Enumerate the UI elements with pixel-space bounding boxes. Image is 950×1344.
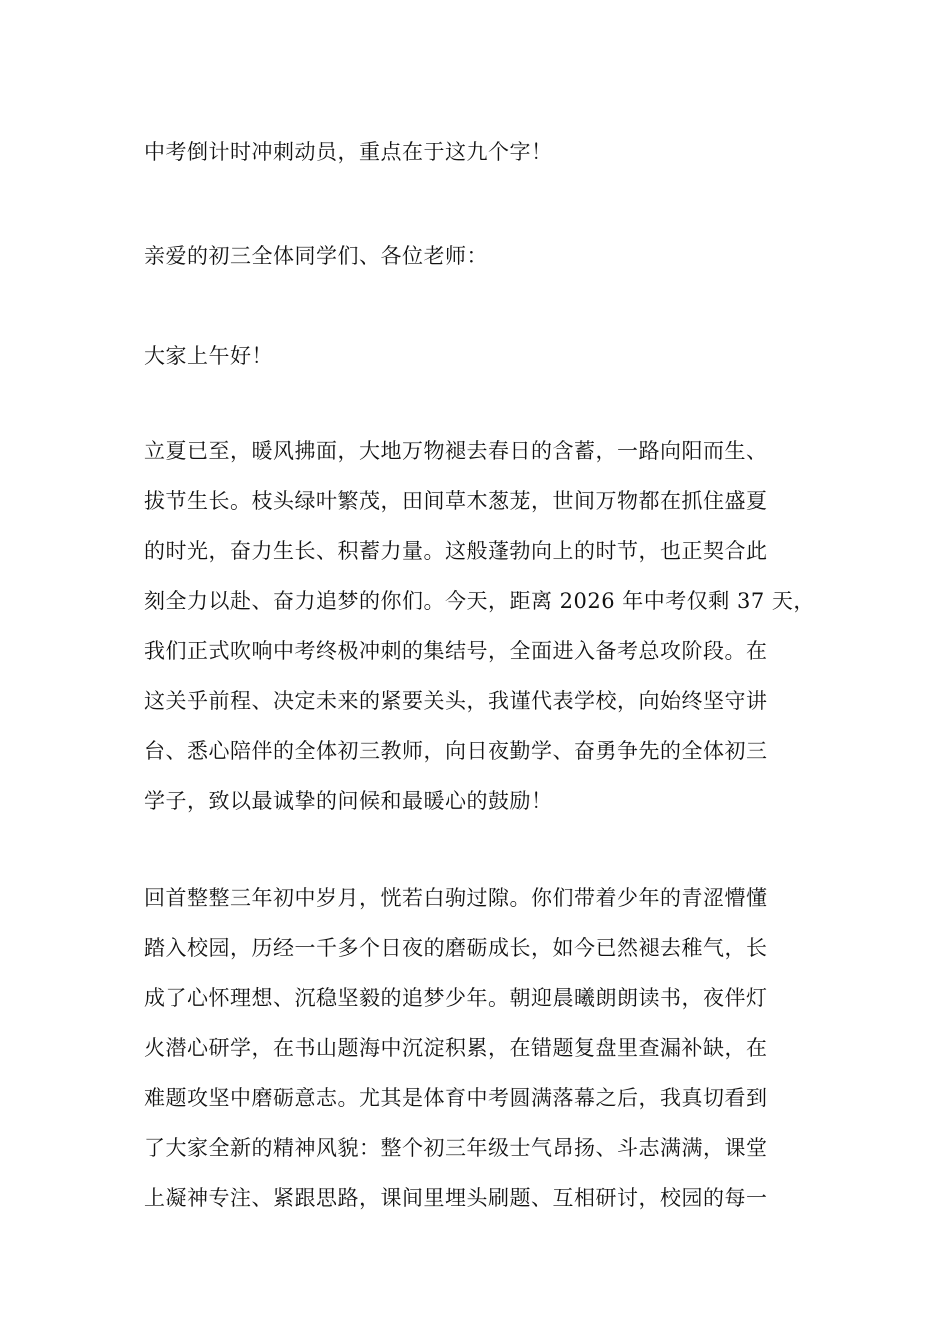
document-title: 中考倒计时冲刺动员，重点在于这九个字！ — [144, 140, 553, 164]
greeting: 大家上午好！ — [144, 344, 273, 368]
paragraph-line: 上凝神专注、紧跟思路，课间里埋头刷题、互相研讨，校园的每一 — [144, 1186, 768, 1210]
paragraph-line: 拔节生长。枝头绿叶繁茂，田间草木葱茏，世间万物都在抓住盛夏 — [144, 489, 768, 513]
paragraph-line: 踏入校园，历经一千多个日夜的磨砺成长，如今已然褪去稚气，长 — [144, 936, 768, 960]
paragraph-line: 成了心怀理想、沉稳坚毅的追梦少年。朝迎晨曦朗朗读书，夜伴灯 — [144, 986, 768, 1010]
paragraph-line: 这关乎前程、决定未来的紧要关头，我谨代表学校，向始终坚守讲 — [144, 689, 768, 713]
paragraph-line: 我们正式吹响中考终极冲刺的集结号，全面进入备考总攻阶段。在 — [144, 639, 768, 663]
paragraph-line: 立夏已至，暖风拂面，大地万物褪去春日的含蓄，一路向阳而生、 — [144, 439, 768, 463]
paragraph-line: 火潜心研学，在书山题海中沉淀积累，在错题复盘里查漏补缺，在 — [144, 1036, 768, 1060]
paragraph-line: 的时光，奋力生长、积蓄力量。这般蓬勃向上的时节，也正契合此 — [144, 539, 768, 563]
paragraph-line: 台、悉心陪伴的全体初三教师，向日夜勤学、奋勇争先的全体初三 — [144, 739, 768, 763]
salutation: 亲爱的初三全体同学们、各位老师： — [144, 244, 488, 268]
paragraph-line: 刻全力以赴、奋力追梦的你们。今天，距离 2026 年中考仅剩 37 天， — [144, 589, 815, 613]
paragraph-line: 难题攻坚中磨砺意志。尤其是体育中考圆满落幕之后，我真切看到 — [144, 1086, 768, 1110]
paragraph-line: 了大家全新的精神风貌：整个初三年级士气昂扬、斗志满满，课堂 — [144, 1136, 768, 1160]
paragraph-line: 回首整整三年初中岁月，恍若白驹过隙。你们带着少年的青涩懵懂 — [144, 886, 768, 910]
paragraph-line: 学子，致以最诚挚的问候和最暖心的鼓励！ — [144, 789, 553, 813]
